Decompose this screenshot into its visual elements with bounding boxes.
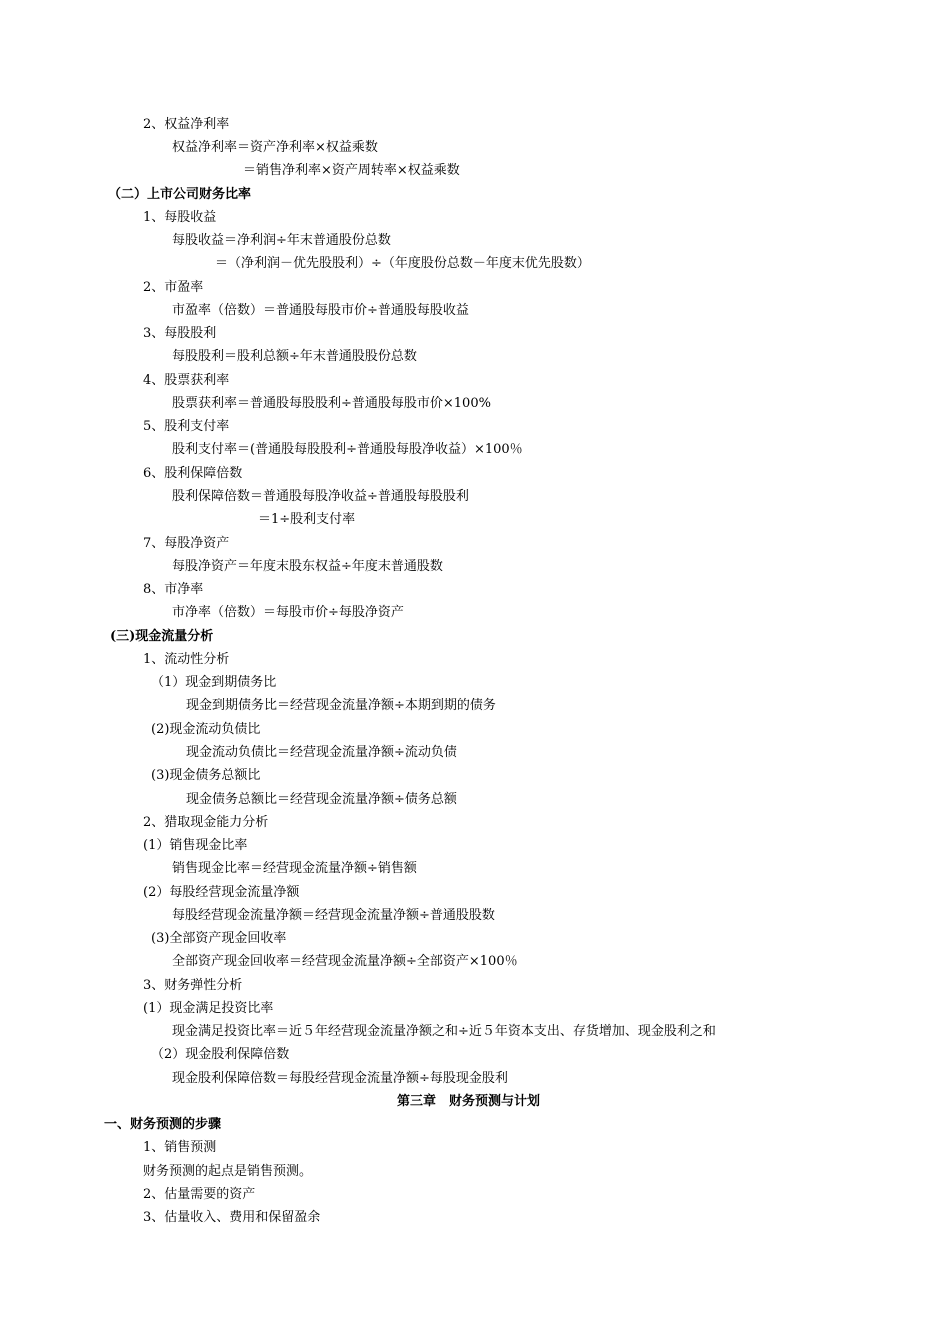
subsection-title: 6、股利保障倍数 bbox=[143, 466, 243, 481]
formula-line: 每股净资产＝年度末股东权益÷年度末普通股数 bbox=[172, 559, 443, 574]
formula-line: 现金债务总额比＝经营现金流量净额÷债务总额 bbox=[186, 792, 457, 807]
formula-line: 现金股利保障倍数＝每股经营现金流量净额÷每股现金股利 bbox=[172, 1071, 508, 1086]
formula-line: 市净率（倍数）＝每股市价÷每股净资产 bbox=[172, 605, 404, 620]
item-title: (3)现金债务总额比 bbox=[151, 768, 261, 783]
formula-line: 权益净利率＝资产净利率×权益乘数 bbox=[172, 140, 378, 155]
chapter-title: 第三章 财务预测与计划 bbox=[397, 1094, 541, 1109]
subsection-title: 1、销售预测 bbox=[143, 1140, 217, 1155]
formula-line: 市盈率（倍数）＝普通股每股市价÷普通股每股收益 bbox=[172, 303, 469, 318]
formula-continuation: ＝1÷股利支付率 bbox=[258, 512, 356, 527]
formula-line: 现金流动负债比＝经营现金流量净额÷流动负债 bbox=[186, 745, 457, 760]
item-title: （2）现金股利保障倍数 bbox=[151, 1047, 290, 1062]
subsection-title: 2、估量需要的资产 bbox=[143, 1187, 256, 1202]
formula-line: 股票获利率＝普通股每股股利÷普通股每股市价×100% bbox=[172, 396, 491, 411]
subsection-title: 8、市净率 bbox=[143, 582, 204, 597]
item-title: （1）现金到期债务比 bbox=[151, 675, 277, 690]
item-title: (2）每股经营现金流量净额 bbox=[143, 885, 300, 900]
item-title: (1）销售现金比率 bbox=[143, 838, 248, 853]
subsection-title: 4、股票获利率 bbox=[143, 373, 230, 388]
formula-line: 现金到期债务比＝经营现金流量净额÷本期到期的债务 bbox=[186, 698, 496, 713]
formula-line: 每股股利＝股利总额÷年末普通股股份总数 bbox=[172, 349, 417, 364]
section-heading: 一、财务预测的步骤 bbox=[104, 1117, 222, 1132]
subsection-title: 3、每股股利 bbox=[143, 326, 217, 341]
formula-line: 全部资产现金回收率＝经营现金流量净额÷全部资产×100％ bbox=[172, 954, 518, 969]
subsection-title: 3、估量收入、费用和保留盈余 bbox=[143, 1210, 321, 1225]
formula-line: 销售现金比率＝经营现金流量净额÷销售额 bbox=[172, 861, 417, 876]
item-title: (3)全部资产现金回收率 bbox=[151, 931, 287, 946]
subsection-title: 7、每股净资产 bbox=[143, 536, 230, 551]
subsection-title: 1、流动性分析 bbox=[143, 652, 230, 667]
formula-line: 股利保障倍数＝普通股每股净收益÷普通股每股股利 bbox=[172, 489, 469, 504]
body-text: 财务预测的起点是销售预测。 bbox=[143, 1164, 313, 1179]
item-title: (1）现金满足投资比率 bbox=[143, 1001, 274, 1016]
subsection-title: 2、猎取现金能力分析 bbox=[143, 815, 269, 830]
formula-continuation: ＝销售净利率×资产周转率×权益乘数 bbox=[243, 163, 460, 178]
subsection-title: 1、每股收益 bbox=[143, 210, 217, 225]
formula-line: 股利支付率＝(普通股每股股利÷普通股每股净收益）×100％ bbox=[172, 442, 523, 457]
subsection-title: 2、权益净利率 bbox=[143, 117, 230, 132]
section-heading: （二）上市公司财务比率 bbox=[108, 187, 252, 202]
subsection-title: 3、财务弹性分析 bbox=[143, 978, 243, 993]
item-title: (2)现金流动负债比 bbox=[151, 722, 261, 737]
subsection-title: 5、股利支付率 bbox=[143, 419, 230, 434]
formula-continuation: ＝（净利润－优先股股利）÷（年度股份总数－年度末优先股数） bbox=[215, 256, 590, 271]
subsection-title: 2、市盈率 bbox=[143, 280, 204, 295]
formula-line: 每股经营现金流量净额＝经营现金流量净额÷普通股股数 bbox=[172, 908, 495, 923]
formula-line: 现金满足投资比率＝近５年经营现金流量净额之和÷近５年资本支出、存货增加、现金股利之和 bbox=[172, 1024, 716, 1039]
section-heading: (三)现金流量分析 bbox=[110, 629, 214, 644]
formula-line: 每股收益＝净利润÷年末普通股份总数 bbox=[172, 233, 391, 248]
